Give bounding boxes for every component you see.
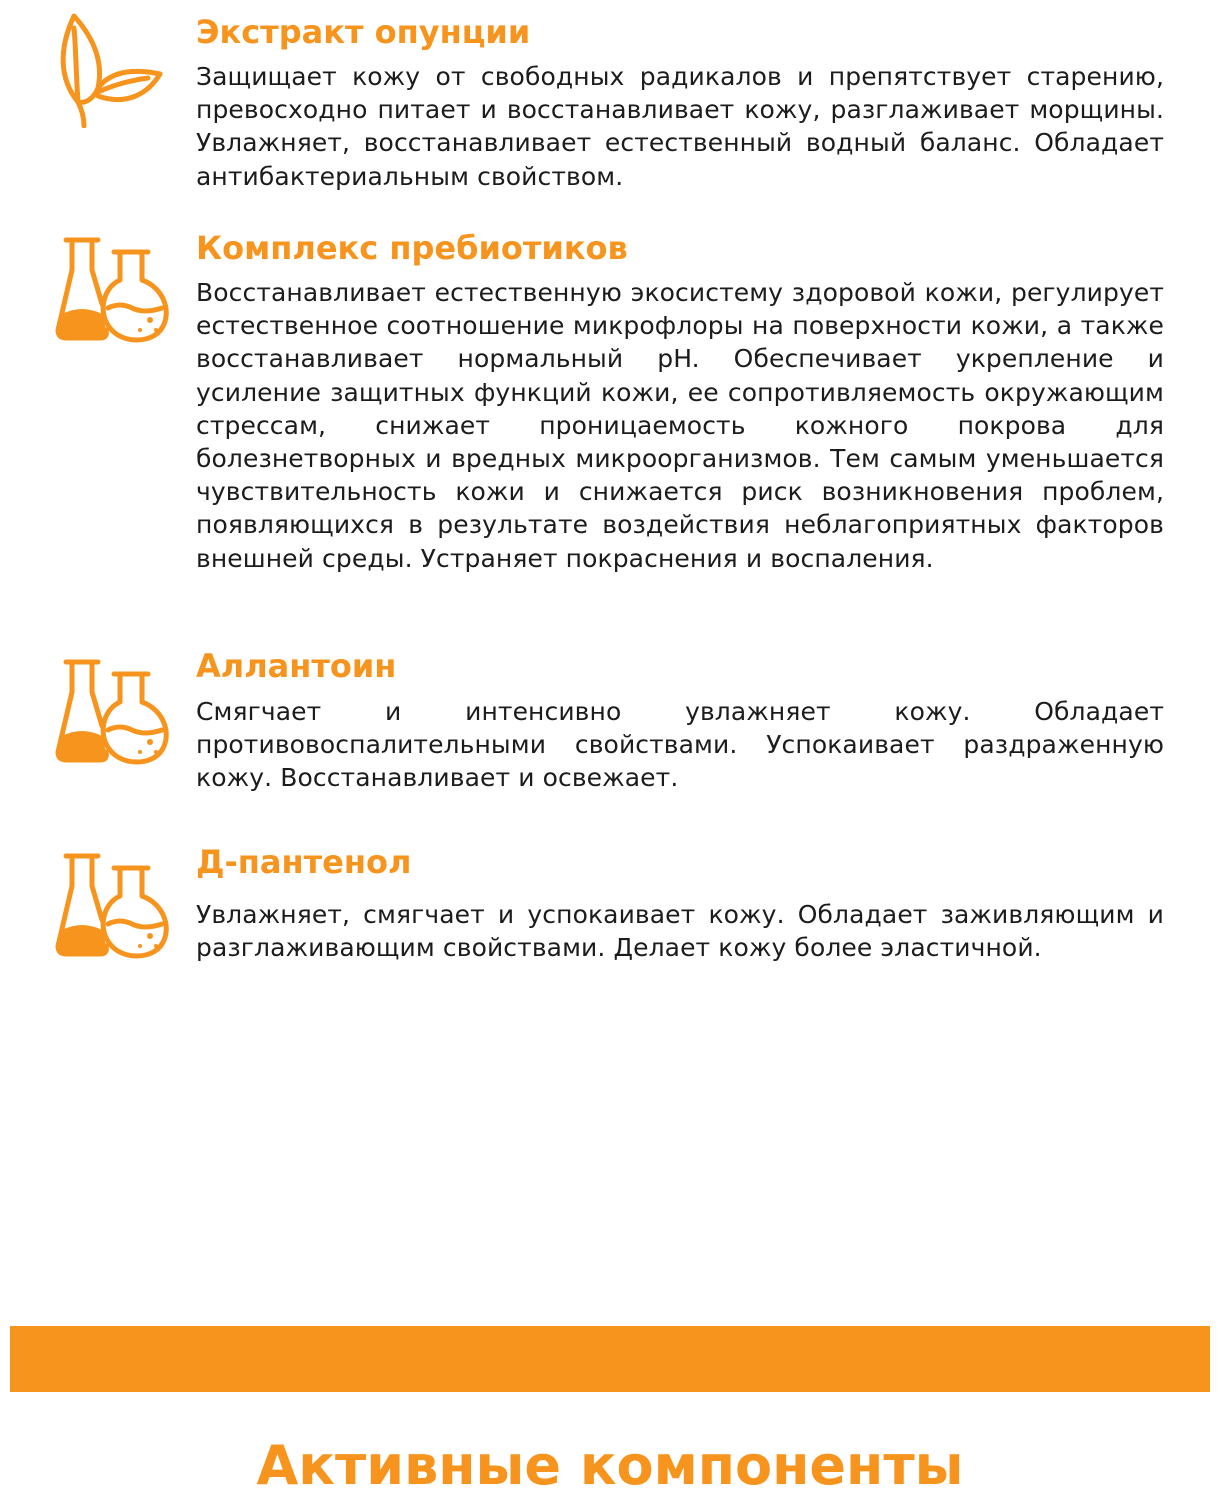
ingredient-title: Экстракт опунции: [196, 13, 531, 51]
orange-divider-bar: [10, 1326, 1210, 1392]
flasks-icon: [52, 656, 170, 774]
ingredient-title: Комплекс пребиотиков: [196, 229, 628, 267]
leaf-icon: [52, 10, 170, 128]
ingredient-description: Смягчает и интенсивно увлажняет кожу. Обладает противовоспалительными свойствами. Успокаивает раздраженную кожу. Восстанавливает и освежает.: [196, 697, 1164, 793]
ingredient-description: Увлажняет, смягчает и успокаивает кожу. Обладает заживляющим и разглаживающим свойствами. Делает кожу более эластичной.: [196, 900, 1164, 963]
ingredient-title: Аллантоин: [196, 647, 397, 685]
flasks-icon: [52, 234, 170, 352]
ingredient-description: Защищает кожу от свободных радикалов и препятствует старению, превосходно питает и восстанавливает кожу, разглаживает морщины. Увлажняет, восстанавливает естественный водный баланс. Обладает антибактериальным свойством.: [196, 62, 1164, 191]
section-heading: Активные компоненты: [256, 1434, 964, 1497]
ingredient-description: Восстанавливает естественную экосистему здоровой кожи, регулирует естественное соотношение микрофлоры на поверхности кожи, а также восстанавливает нормальный pH. Обеспечивает укрепление и усиление защитных функций кожи, ее сопротивляемость окружающим стрессам, снижает проницаемость кожного покрова для болезнетворных и вредных микроорганизмов. Тем самым уменьшается чувствительность кожи и снижается риск возникновения проблем, появляющихся в результате воздействия неблагоприятных факторов внешней среды. Устраняет покраснения и воспаления.: [196, 278, 1164, 573]
flasks-icon: [52, 850, 170, 968]
ingredient-title: Д-пантенол: [196, 843, 412, 881]
